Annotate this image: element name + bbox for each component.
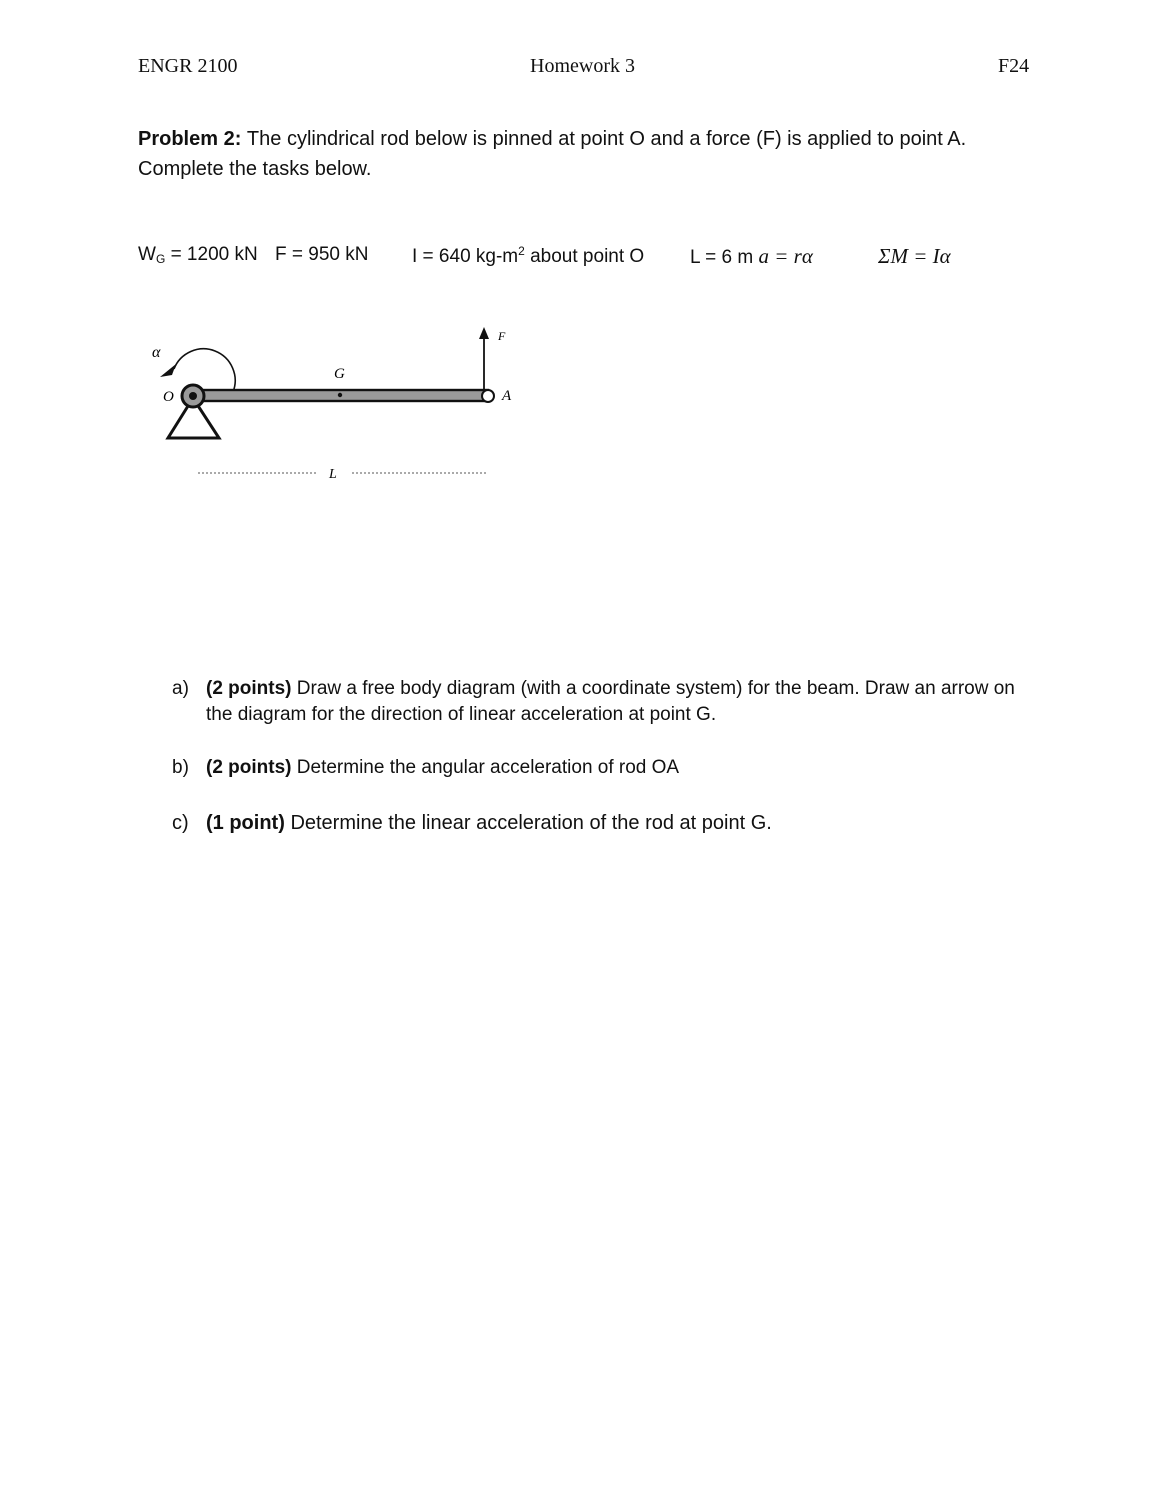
alpha-arc <box>174 349 235 392</box>
length-label: L <box>329 467 337 482</box>
task-c <box>172 810 1052 838</box>
problem-line-2: Complete the tasks below. <box>138 158 372 180</box>
task-c-points: (1 point) <box>206 812 285 834</box>
alpha-label: α <box>152 344 161 361</box>
point-o-label: O <box>163 389 174 405</box>
param-inertia: I = 640 $kg-m^2$ about point O <box>412 244 645 267</box>
task-a-text-2: the diagram for the direction of linear acceleration at point G. <box>206 704 717 725</box>
task-b <box>172 755 1052 783</box>
rod-diagram <box>0 0 1170 520</box>
param-length: L = 6 m a = rα <box>690 244 813 268</box>
param-weight: $W_G = 1200$ kN <box>138 244 258 266</box>
point-g <box>338 393 342 397</box>
moment-equation: ΣM = Iα <box>878 244 951 268</box>
problem-text: The cylindrical rod below is pinned at point O and a force (F) is applied to point A. <box>246 128 967 150</box>
pin-o-center <box>189 392 197 400</box>
param-force: F = 950 kN <box>275 244 369 265</box>
force-label: F <box>498 329 506 343</box>
task-c-label: c) <box>172 812 189 834</box>
problem-label: Problem 2: <box>138 128 242 150</box>
alpha-arrowhead <box>160 364 176 377</box>
task-a-label: a) <box>172 678 189 699</box>
task-b-text: Determine the angular acceleration of rod OA <box>296 757 680 778</box>
assignment-title: Homework 3 <box>530 55 635 77</box>
end-a <box>482 390 494 402</box>
course-code: ENGR 2100 <box>138 55 238 77</box>
task-c-text: Determine the linear acceleration of the rod at point G. <box>290 812 772 834</box>
task-b-label: b) <box>172 757 189 778</box>
task-b-points: (2 points) <box>206 757 292 778</box>
point-a-label: A <box>502 388 512 404</box>
task-a-points: (2 points) <box>206 678 292 699</box>
task-a <box>172 676 1052 732</box>
term: F24 <box>998 55 1030 77</box>
task-a-text: Draw a free body diagram (with a coordinate system) for the beam. Draw an arrow on <box>296 678 1015 699</box>
point-g-label: G <box>334 366 345 382</box>
accel-equation: a = rα <box>758 244 813 268</box>
force-arrowhead <box>479 327 489 339</box>
